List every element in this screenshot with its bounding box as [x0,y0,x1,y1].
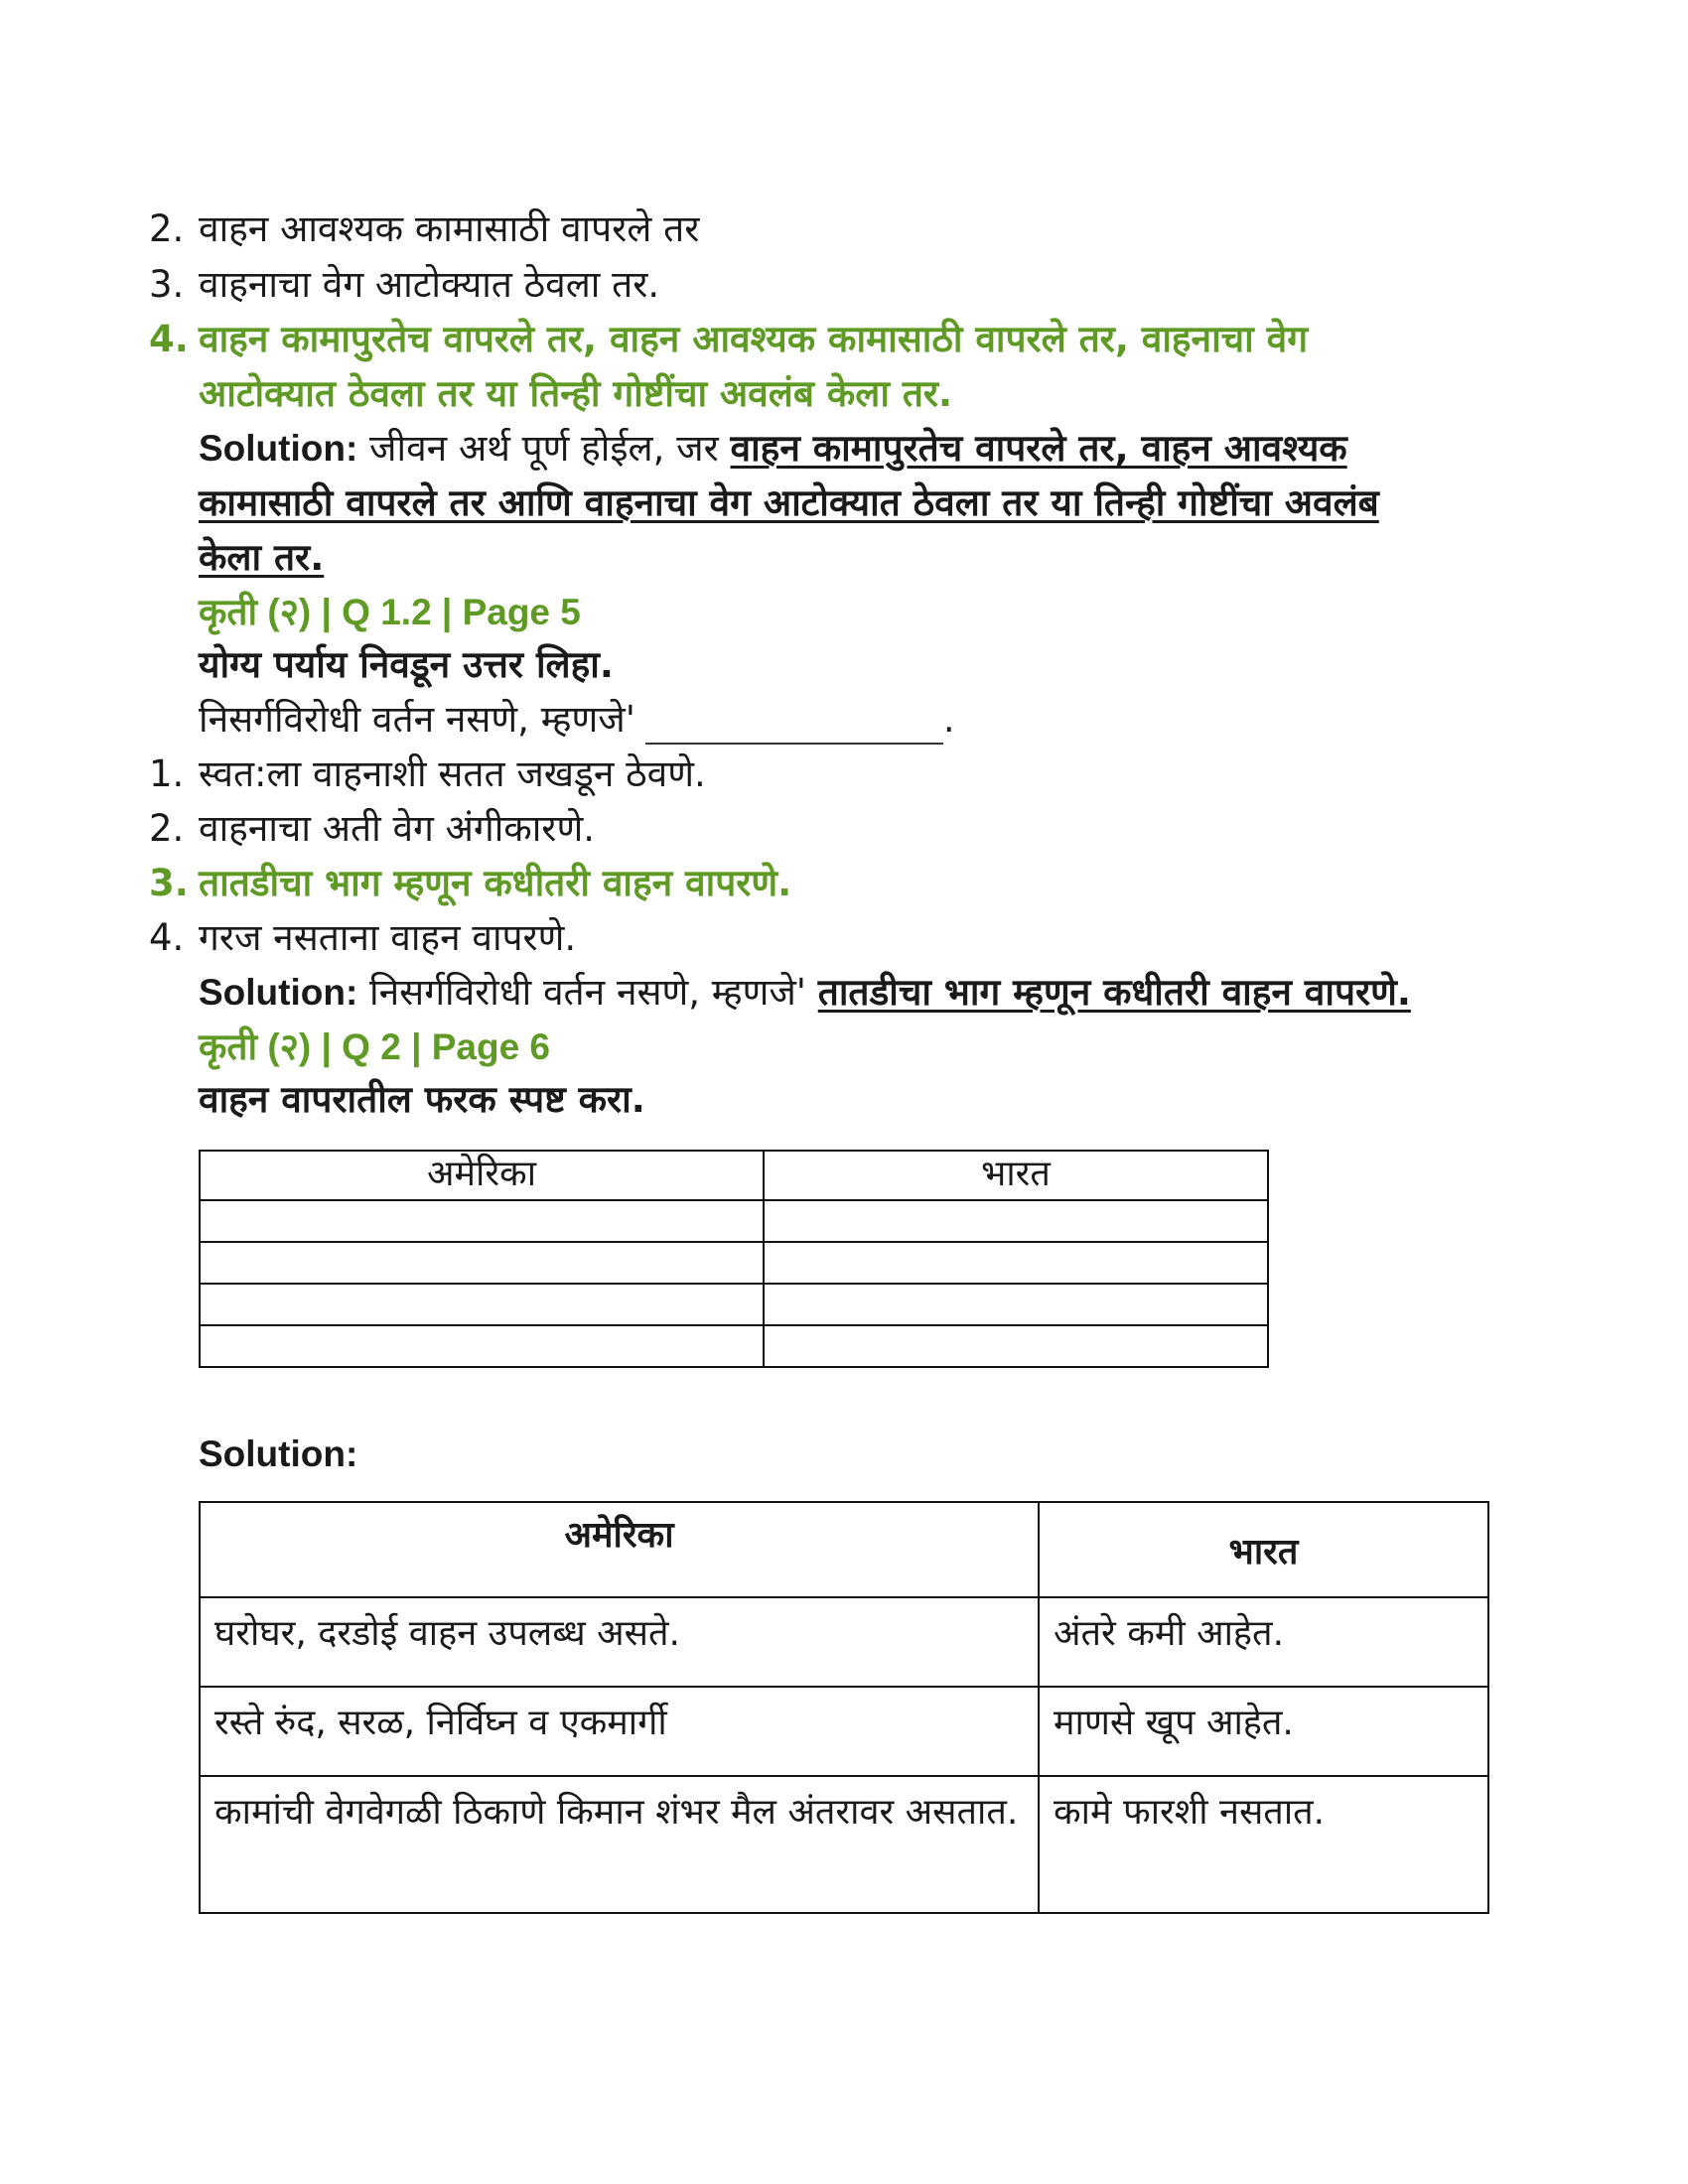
empty-cell [764,1200,1268,1242]
stem-end: . [942,698,955,741]
table-cell-india: अंतरे कमी आहेत. [1039,1597,1488,1687]
option-number: 4. [149,916,185,959]
option-text: तातडीचा भाग म्हणून कधीतरी वाहन वापरणे. [199,862,792,904]
table-cell-india: कामे फारशी नसतात. [1039,1776,1488,1913]
table-cell-america: कामांची वेगवेगळी ठिकाणे किमान शंभर मैल अंतरावर असतात. [200,1776,1039,1913]
answer-blank [645,707,943,745]
empty-cell [200,1200,764,1242]
option-text: गरज नसताना वाहन वापरणे. [199,916,577,959]
solution-answer: तातडीचा भाग म्हणून कधीतरी वाहन वापरणे. [817,971,1411,1014]
table-row [200,1597,1488,1687]
solution-text: जीवन अर्थ पूर्ण होईल, जर [357,427,731,470]
solution-label: Solution: [199,1433,358,1474]
table-row [200,1687,1488,1776]
table-row [200,1325,1268,1367]
table-cell-america: रस्ते रुंद, सरळ, निर्विघ्न व एकमार्गी [200,1687,1039,1776]
solution-label: Solution: [199,428,358,469]
empty-cell [764,1325,1268,1367]
question-heading-text: कृती (२) | Q 1.2 | Page 5 [199,592,581,632]
solution-answer: केला तर. [199,536,325,579]
solution-label: Solution: [199,972,358,1013]
table-row [200,1200,1268,1242]
column-header-india: भारत [764,1151,1268,1200]
solution-answer: वाहन कामापुरतेच वापरले तर, वाहन आवश्यक [730,427,1347,470]
option-number: 2. [149,807,185,850]
column-header-america: अमेरिका [200,1151,764,1200]
table-row [200,1242,1268,1284]
option-text: वाहनाचा वेग आटोक्यात ठेवला तर. [199,263,660,306]
table-cell-india: माणसे खूप आहेत. [1039,1687,1488,1776]
option-number: 3. [149,263,185,306]
option-text-line1: वाहन कामापुरतेच वापरले तर, वाहन आवश्यक कामासाठी वापरले तर, वाहनाचा वेग [199,318,1309,360]
option-text: वाहन आवश्यक कामासाठी वापरले तर [199,207,700,250]
solution-text: निसर्गविरोधी वर्तन नसणे, म्हणजे' [357,971,818,1014]
option-number: 2. [149,207,185,250]
table-row [200,1776,1488,1913]
option-number: 3. [149,862,189,904]
empty-cell [200,1325,764,1367]
question-prompt-text: वाहन वापरातील फरक स्पष्ट करा. [199,1078,645,1121]
table-cell-america: घरोघर, दरडोई वाहन उपलब्ध असते. [200,1597,1039,1687]
option-text: स्वत:ला वाहनाशी सतत जखडून ठेवणे. [199,752,706,795]
empty-cell [764,1242,1268,1284]
solution-comparison-table [199,1501,1489,1914]
option-number: 4. [149,318,189,360]
empty-cell [200,1284,764,1325]
empty-cell [200,1242,764,1284]
column-header-america: अमेरिका [200,1502,1039,1597]
empty-cell [764,1284,1268,1325]
option-text-line2: आटोक्यात ठेवला तर या तिन्ही गोष्टींचा अवलंब केला तर. [199,372,953,415]
question-heading-text: कृती (२) | Q 2 | Page 6 [199,1026,551,1067]
solution-answer: कामासाठी वापरले तर आणि वाहनाचा वेग आटोक्यात ठेवला तर या तिन्ही गोष्टींचा अवलंब [199,481,1379,524]
question-prompt-text: योग्य पर्याय निवडून उत्तर लिहा. [199,643,614,686]
stem-text: निसर्गविरोधी वर्तन नसणे, म्हणजे' [199,698,635,741]
option-number: 1. [149,752,185,795]
option-text: वाहनाचा अती वेग अंगीकारणे. [199,807,595,850]
blank-comparison-table [199,1150,1269,1368]
column-header-india: भारत [1039,1502,1488,1597]
table-row [200,1284,1268,1325]
